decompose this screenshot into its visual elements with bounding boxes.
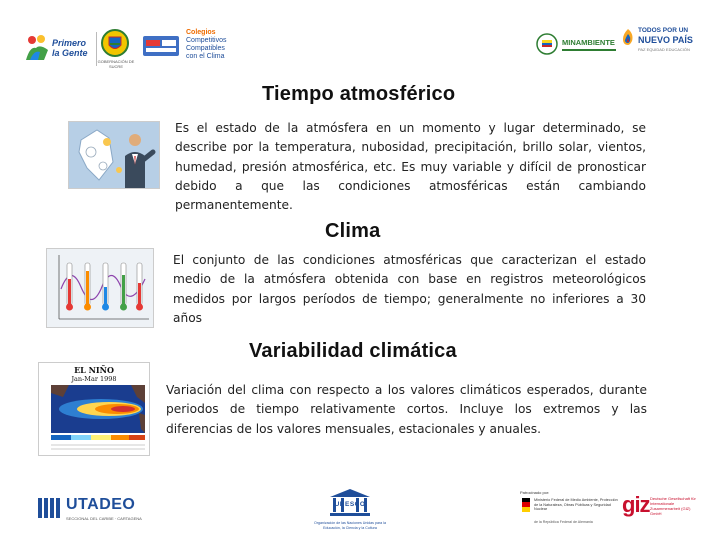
primero-la-gente-logo <box>24 30 94 66</box>
cg-logo-box <box>143 36 179 56</box>
section-text-clima: El conjunto de las condiciones atmosféricas que caracterizan el estado medio de la atmósfera obtenida con base en registros meteorológicos medidos por largos períodos de tiempo; generalmente no inferiores a 30 años <box>173 253 646 325</box>
shield-icon <box>100 28 130 58</box>
section-title-clima: Clima <box>325 220 381 242</box>
el-nino-title: EL NIÑO <box>74 365 114 375</box>
cg-logo <box>143 30 183 62</box>
giz-text: giz <box>622 492 650 517</box>
todos-line1: TODOS POR UN <box>638 27 689 34</box>
section-title-tiempo: Tiempo atmosférico <box>262 83 456 105</box>
bmu-heading: Patrocinado por: <box>520 490 550 495</box>
flame-icon <box>620 28 636 46</box>
people-icon <box>24 34 50 62</box>
utadeo-caption: SECCIONAL DEL CARIBE · CARTAGENA <box>66 516 142 521</box>
variabilidad-emph: mensuales, estacionales y anuales <box>324 421 538 436</box>
minambiente-logo <box>532 28 618 60</box>
section-text-variabilidad <box>166 381 647 439</box>
climate-thermometers-image <box>46 248 154 328</box>
bmu-text: Ministerio Federal de Medio Ambiente, Protección de la Naturaleza, Obras Públicas y Seguridad Nuclear <box>534 498 618 512</box>
todos-line2: NUEVO PAÍS <box>638 35 693 45</box>
section-title-variabilidad: Variabilidad climática <box>249 340 457 362</box>
cg-line: con el Clima <box>186 53 225 60</box>
cg-text <box>186 29 236 61</box>
primero-la-gente-text: Primero la Gente <box>52 38 88 58</box>
unesco-logo <box>310 488 390 534</box>
variabilidad-rest: con respecto a los valores climáticos esperados, durante periodos de tiempo relativamente cortos. Incluye los extremos y las diferencias de los valores <box>166 383 647 436</box>
weather-presenter-image <box>68 121 160 189</box>
unesco-text: UNESCO <box>334 501 366 508</box>
unesco-caption: Organización de las Naciones Unidas para la Educación, la Ciencia y la Cultura <box>314 521 386 530</box>
gobernacion-shield-logo <box>97 28 135 69</box>
giz-logo <box>622 492 702 522</box>
el-nino-map-image <box>38 362 150 456</box>
cg-line: Colegios <box>186 29 216 36</box>
minambiente-text: MINAMBIENTE <box>562 38 615 47</box>
utadeo-logo <box>38 494 148 526</box>
german-eagle-icon <box>522 498 530 512</box>
gobernacion-caption: GOBERNACIÓN DE SUCRE <box>97 59 135 69</box>
giz-caption: Deutsche Gesellschaft für Internationale Zusammenarbeit (GIZ) GmbH <box>650 496 696 516</box>
todos-caption: PAZ EQUIDAD EDUCACIÓN <box>638 47 690 52</box>
todos-nuevo-pais-logo <box>620 24 693 62</box>
variabilidad-lead: Variación del clima <box>166 383 285 397</box>
variabilidad-end: . <box>537 421 541 436</box>
bmu-logo <box>520 490 620 530</box>
utadeo-text: UTADEO <box>66 496 136 513</box>
colombia-seal-icon <box>536 33 558 55</box>
cg-line: Competitivos <box>186 37 227 44</box>
utadeo-mark-icon <box>38 496 64 522</box>
cg-line: Compatibles <box>186 45 225 52</box>
bmu-caption: de la República Federal de Alemania <box>534 520 593 524</box>
section-text-tiempo: Es el estado de la atmósfera en un momento y lugar determinado, se describe por la temperatura, nubosidad, precipitación, brillo solar, vientos, humedad, presión atmosférica, etc. Es muy variable y difícil de pronosticar debido a que las condiciones atmosféricas están cambiando permanentemente. <box>175 121 646 213</box>
el-nino-subtitle: Jan-Mar 1998 <box>71 375 117 383</box>
minambiente-underline <box>562 49 616 51</box>
